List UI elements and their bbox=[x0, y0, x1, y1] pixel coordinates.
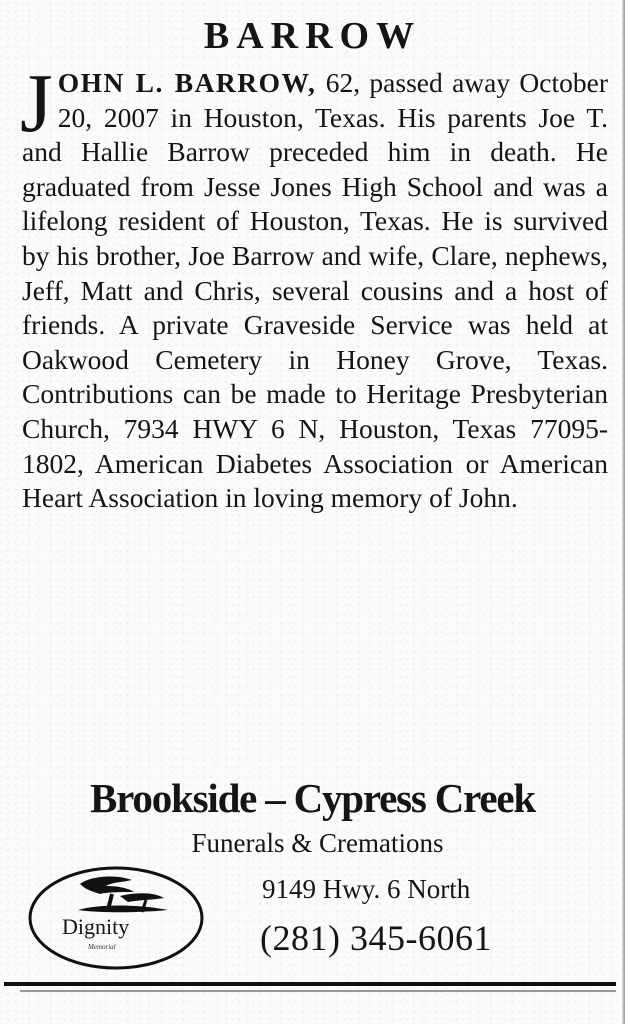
bottom-rule-shadow bbox=[20, 990, 616, 992]
bottom-rule bbox=[4, 982, 616, 986]
funeral-home-phone: (281) 345-6061 bbox=[260, 918, 492, 958]
funeral-home-services: Funerals & Cremations bbox=[191, 828, 444, 858]
obituary-body bbox=[20, 57, 608, 516]
logo-subtext: Memorial bbox=[88, 943, 116, 951]
obituary-headline: BARROW bbox=[203, 15, 422, 57]
obituary-text: 62, passed away October 20, 2007 in Houston, Texas. His parents Joe T. and Hallie Barrow preceded him in death. He graduated from Jesse Jones High School and was a lifelong resident of Houston, Texas. He is survived by his brother, Joe Barrow and wife, Clare, nephews, Jeff, Matt and Chris, several cousins and a host of friends. A private Graveside Service was held at Oakwood Cemetery in Honey Grove, Texas. Contributions can be made to Heritage Presbyterian Church, 7934 HWY 6 N, Houston, Texas 77095-1802, American Diabetes Association or American Heart Association in loving memory of John. bbox=[22, 67, 608, 514]
logo-wordmark: Dignity bbox=[62, 914, 130, 939]
drop-cap: J bbox=[20, 57, 53, 150]
funeral-home-address: 9149 Hwy. 6 North bbox=[262, 874, 471, 904]
funeral-home-name: Brookside – Cypress Creek bbox=[90, 775, 535, 821]
deceased-name: OHN L. BARROW, bbox=[57, 67, 317, 98]
